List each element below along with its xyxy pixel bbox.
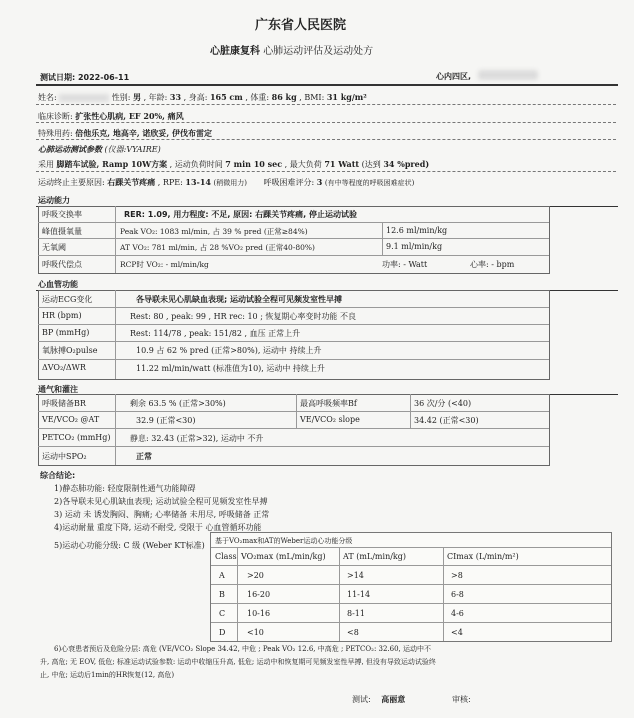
divider [36, 171, 616, 172]
tester-row [352, 694, 405, 705]
col-rule [115, 290, 116, 379]
hospital-name: 广东省人民医院 [255, 18, 347, 33]
col-rule [296, 394, 297, 428]
ventilation-row-label: 运动中SPO₂ [42, 452, 87, 461]
patient-row [38, 92, 367, 103]
capacity-row-value: RCP时 VO₂: - ml/min/kg [120, 260, 209, 269]
capacity-row-label: 呼吸代偿点 [42, 260, 82, 269]
dyspnea-note: (有中等程度的呼吸困难症状) [324, 179, 415, 187]
load-time-value: 7 min 10 sec [225, 159, 283, 169]
ventilation-row-label: 呼吸储备BR [42, 399, 86, 408]
ventilation-row-value2: 34.42 (正常<30) [414, 416, 479, 425]
stop-reason-row [38, 177, 414, 188]
risk-line: 6)心衰患者预后及危险分层: 高危 (VE/VCO₂ Slope 34.42, 中危 ; Peak VO₂ 12.6, 中高危 ; PETCO₂: 32.60, 运动中不 [54, 645, 432, 653]
table-rule [211, 603, 611, 604]
conclusion-item: 2)各导联未见心肌缺血表现; 运动试验全程可见频发室性早搏 [54, 497, 268, 506]
cardio-title: 心血管功能 [38, 280, 78, 289]
table-cell: B [219, 590, 225, 599]
dyspnea-label: 呼吸困难评分: [263, 178, 315, 187]
table-cell: C [219, 609, 226, 618]
ventilation-row-label2: 最高呼吸频率Bf [300, 399, 357, 408]
table-rule [211, 584, 611, 585]
divider [36, 122, 616, 123]
max-load-value: 71 Watt [324, 159, 360, 169]
cardio-row-value: 各导联未见心肌缺血表现; 运动试验全程可见频发室性早搏 [136, 295, 342, 304]
table-cell: 8-11 [347, 609, 365, 618]
capacity-row-value3: 心率: - bpm [470, 260, 515, 269]
tester-label: 测试: [352, 695, 371, 704]
ventilation-row-value: 静息: 32.43 (正常>32), 运动中 不升 [130, 434, 264, 443]
protocol-row [38, 159, 429, 170]
cardio-row-label: BP (mmHg) [42, 328, 90, 337]
conclusion-item: 1)静态肺功能: 轻度限制性通气功能障碍 [54, 484, 196, 493]
height-label: , 身高: [183, 93, 208, 102]
table-rule [211, 622, 611, 623]
table-col-rule [443, 547, 444, 641]
height-value: 165 cm [209, 92, 243, 102]
bmi-value: 31 kg/m² [326, 92, 367, 102]
table-cell: >14 [347, 571, 364, 580]
table-cell: A [219, 571, 225, 580]
reviewer-label: 审核: [452, 695, 471, 704]
capacity-row-label: 无氧阈 [42, 243, 66, 252]
table-col-rule [339, 547, 340, 641]
sex-label: 性别: [111, 93, 131, 102]
ventilation-row-value: 正常 [136, 452, 152, 461]
table-cell: D [219, 628, 226, 637]
params-title: 心肺运动测试参数 [38, 144, 102, 154]
table-header: VO₂max (mL/min/kg) [241, 552, 326, 561]
table-cell: <4 [451, 628, 463, 637]
weight-label: , 体重: [245, 93, 270, 102]
meds-label: 特殊用药: [38, 129, 73, 138]
conclusion-title: 综合结论: [40, 471, 76, 480]
divider [36, 139, 616, 140]
risk-line: 止, 中危; 运动后1min的HR恢复(12, 高危) [40, 671, 175, 679]
table-header: Class [215, 552, 237, 561]
cardio-row-value: Rest: 114/78 , peak: 151/82 , 血压 正常上升 [130, 329, 301, 338]
capacity-row-value2: 12.6 ml/min/kg [386, 226, 448, 235]
diagnosis-label: 临床诊断: [38, 112, 73, 121]
stop-label: 运动终止主要原因: [38, 178, 105, 187]
ventilation-row-label: PETCO₂ (mmHg) [42, 433, 111, 442]
table-cell: <10 [247, 628, 264, 637]
ventilation-row-label: VE/VCO₂ @AT [42, 415, 100, 424]
table-cell: 6-8 [451, 590, 464, 599]
ventilation-row-value2: 36 次/分 (<40) [414, 399, 472, 408]
ventilation-row-label2: VE/VCO₂ slope [300, 415, 360, 424]
cardio-row-label: 运动ECG变化 [42, 295, 93, 304]
protocol-value: 脚踏车试验, Ramp 10W方案 [56, 159, 168, 169]
cardio-row-value: 10.9 占 62 % pred (正常>80%), 运动中 持续上升 [136, 346, 322, 355]
sex-value: 男 [133, 92, 142, 102]
conclusion-item: 4)运动耐量 重度下降, 运动不耐受, 受限于 心血管循环功能 [54, 523, 262, 532]
capacity-row-value: AT VO₂: 781 ml/min, 占 28 %VO₂ pred (正常40-80%) [120, 243, 315, 252]
table-cell: 11-14 [347, 590, 371, 599]
col-rule [115, 394, 116, 465]
risk-line: 升, 高危; 无 EOV, 低危; 标准运动试验参数: 运动中收缩压升高, 低危; 运动中和恢复期可见频发室性早搏, 但没有导致运动试验终 [40, 658, 436, 666]
table-header: CImax (L/min/m²) [447, 552, 519, 561]
weber-caption: 基于VO₂max和AT的Weber运动心功能分级 [215, 537, 353, 545]
max-load-label: , 最大负荷 [284, 160, 322, 169]
cardio-row-label: HR (bpm) [42, 311, 82, 320]
table-cell: >20 [247, 571, 264, 580]
report-title [210, 42, 373, 57]
col-rule [410, 394, 411, 428]
tester-name: 高丽意 [381, 695, 406, 704]
table-cell: 10-16 [247, 609, 271, 618]
conclusion-item: 5)运动心功能分级: C 级 (Weber KT标准) [54, 541, 205, 550]
capacity-title: 运动能力 [38, 196, 70, 205]
table-col-rule [237, 547, 238, 641]
redacted-block [478, 70, 538, 80]
diagnosis-row [38, 111, 184, 122]
weight-value: 86 kg [271, 92, 297, 102]
table-header: AT (mL/min/kg) [343, 552, 407, 561]
rpe-note: (稍微用力) [213, 179, 247, 187]
cardio-row-value: Rest: 80 , peak: 99 , HR rec: 10 ; 恢复期心率变时功能 不良 [130, 312, 356, 321]
dyspnea-value: 3 [316, 177, 323, 187]
meds-row [38, 128, 212, 139]
diagnosis-value: 扩张性心肌病, EF 20%, 痛风 [75, 111, 184, 121]
name-label: 姓名: [38, 93, 57, 102]
table-cell: 16-20 [247, 590, 271, 599]
pred-label: (达到 [361, 160, 381, 169]
pred-value: 34 %pred) [383, 159, 430, 169]
header-rule [36, 84, 618, 86]
params-header [38, 144, 161, 155]
weber-class-table [210, 532, 612, 642]
dept-name: 心脏康复科 [210, 46, 260, 57]
ventilation-title: 通气和灌注 [38, 385, 78, 394]
capacity-row-label: 呼吸交换率 [42, 210, 82, 219]
ventilation-row-value: 32.9 (正常<30) [136, 416, 196, 425]
divider [36, 104, 616, 105]
table-rule [211, 565, 611, 566]
table-cell: <8 [347, 628, 359, 637]
table-cell: >8 [451, 571, 463, 580]
stop-reason-value: 右踝关节疼痛 [107, 177, 156, 187]
col-rule [382, 222, 383, 255]
cardio-row-label: 氧脉搏O₂pulse [42, 346, 98, 355]
col-rule [115, 206, 116, 273]
params-device: (仪器:VYAIRE) [104, 145, 161, 154]
table-cell: 4-6 [451, 609, 464, 618]
capacity-row-value2: 功率: - Watt [382, 260, 428, 269]
report-subtitle: 心肺运动评估及运动处方 [263, 46, 374, 57]
cardio-row-value: 11.22 ml/min/watt (标准值为10), 运动中 持续上升 [136, 364, 325, 373]
cardio-row-label: ΔVO₂/ΔWR [42, 363, 86, 372]
age-value: 33 [169, 92, 182, 102]
redacted-name [59, 94, 109, 102]
ventilation-row-value: 剩余 63.5 % (正常>30%) [130, 399, 226, 408]
meds-value: 倍他乐克, 地高辛, 诺欣妥, 伊伐布雷定 [75, 128, 212, 138]
table-rule [211, 547, 611, 548]
capacity-row-value: RER: 1.09, 用力程度: 不足, 原因: 右踝关节疼痛, 停止运动试验 [124, 210, 357, 219]
conclusion-item: 3) 运动 未 诱发胸闷、胸痛; 心率储备 未用尽, 呼吸储备 正常 [54, 510, 270, 519]
capacity-row-value2: 9.1 ml/min/kg [386, 242, 443, 251]
rpe-value: 13-14 [185, 177, 211, 187]
capacity-row-value: Peak VO₂: 1083 ml/min, 占 39 % pred (正常≥84%) [120, 227, 308, 236]
rpe-label: , RPE: [157, 178, 183, 187]
test-date: 测试日期: 2022-06-11 [40, 73, 130, 82]
bmi-label: , BMI: [299, 93, 325, 102]
capacity-row-label: 峰值摄氧量 [42, 227, 82, 236]
age-label: , 年龄: [143, 93, 168, 102]
load-time-label: , 运动负荷时间 [169, 160, 223, 169]
ward: 心内四区, [436, 72, 472, 81]
protocol-label: 采用 [38, 160, 54, 169]
